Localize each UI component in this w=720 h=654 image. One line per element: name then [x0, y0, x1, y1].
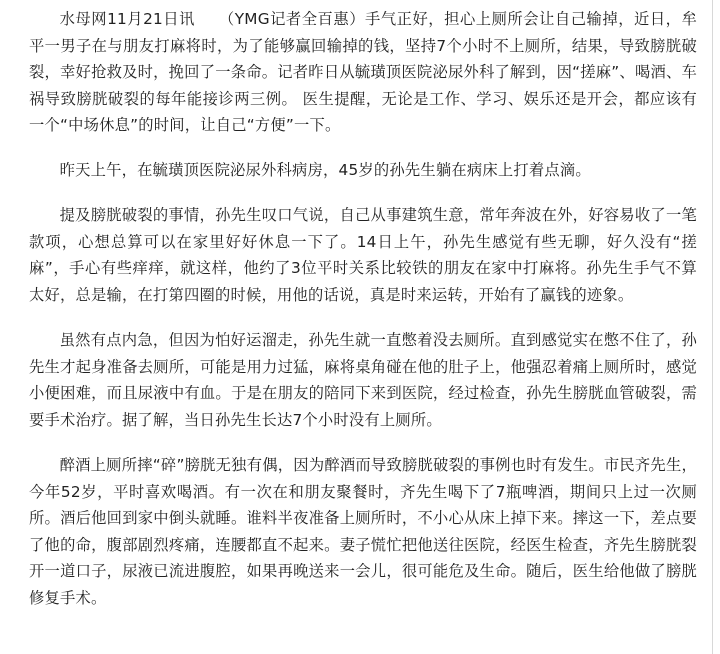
- article-body: [29, 6, 697, 611]
- article-paragraph: 提及膀胱破裂的事情，孙先生叹口气说，自己从事建筑生意，常年奔波在外，好容易收了一笔款项，心想总算可以在家里好好休息一下了。14日上午，孙先生感觉有些无聊，好久没有“搓麻”，手心有些痒痒，就这样，他约了3位平时关系比较铁的朋友在家中打麻将。孙先生手气不算太好，总是输，在打第四圈的时候，用他的话说，真是时来运转，开始有了赢钱的迹象。: [29, 206, 697, 304]
- article-paragraph: 醉酒上厕所摔“碎”膀胱无独有偶，因为醉酒而导致膀胱破裂的事例也时有发生。市民齐先生，今年52岁，平时喜欢喝酒。有一次在和朋友聚餐时，齐先生喝下了7瓶啤酒，期间只上过一次厕所。酒后他回到家中倒头就睡。谁料半夜准备上厕所时，不小心从床上掉下来。摔这一下，差点要了他的命，腹部剧烈疼痛，连腰都直不起来。妻子慌忙把他送往医院，经医生检查，齐先生膀胱裂开一道口子，尿液已流进腹腔，如果再晚送来一会儿，很可能危及生命。随后，医生给他做了膀胱修复手术。: [29, 456, 697, 607]
- page-edge-divider: [712, 0, 713, 654]
- article-paragraph: 昨天上午，在毓璜顶医院泌尿外科病房，45岁的孙先生躺在病床上打着点滴。: [59, 160, 591, 179]
- article-paragraph-lead: 水母网11月21日讯 （YMG记者全百惠）手气正好，担心上厕所会让自己输掉，近日，牟平一男子在与朋友打麻将时，为了能够赢回输掉的钱，坚持7个小时不上厕所，结果，导致膀胱破裂，幸好抢救及时，挽回了一条命。记者昨日从毓璜顶医院泌尿外科了解到，因“搓麻”、喝酒、车祸导致膀胱破裂的每年能接诊两三例。 医生提醒，无论是工作、学习、娱乐还是开会，都应该有一个“中场休息”的时间，让自己“方便”一下。: [29, 10, 697, 134]
- article-paragraph: 虽然有点内急，但因为怕好运溜走，孙先生就一直憋着没去厕所。直到感觉实在憋不住了，孙先生才起身准备去厕所，可能是用力过猛，麻将桌角碰在他的肚子上，他强忍着痛上厕所时，感觉小便困难，而且尿液中有血。于是在朋友的陪同下来到医院，经过检查，孙先生膀胱血管破裂，需要手术治疗。据了解，当日孙先生长达7个小时没有上厕所。: [29, 331, 697, 429]
